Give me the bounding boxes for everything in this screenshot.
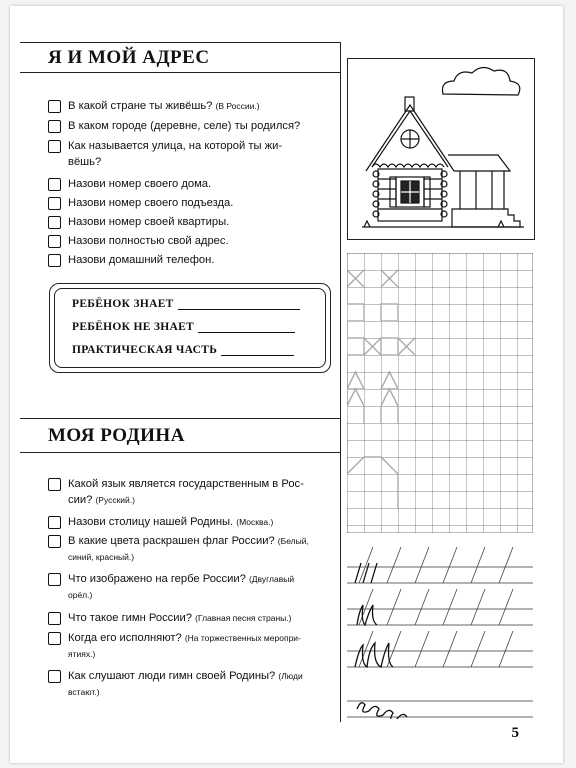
question-item [48, 214, 333, 230]
question-item [48, 195, 333, 211]
answer-hint: (Двуглавый [248, 574, 295, 584]
question-text: В каком городе (деревне, селе) ты родился? [68, 120, 301, 132]
question-text: Назови домашний телефон. [68, 254, 215, 266]
question-item [48, 668, 333, 700]
not-knows-label: РЕБЁНОК НЕ ЗНАЕТ [72, 321, 195, 333]
page-number: 5 [511, 725, 519, 741]
house-illustration-frame [347, 58, 535, 240]
knows-line [72, 298, 300, 310]
drawing-grid[interactable] [347, 253, 533, 533]
house-illustration [348, 59, 534, 239]
question-text: В какой стране ты живёшь? [68, 100, 213, 112]
question-text: Что такое гимн России? [68, 612, 192, 624]
checkbox[interactable] [48, 254, 61, 267]
handwriting-practice[interactable] [347, 541, 533, 719]
question-item [48, 610, 333, 626]
question-text: Назови номер своего дома. [68, 178, 212, 190]
answer-hint: (На торжественных меропри- [184, 633, 301, 643]
section2-title: МОЯ РОДИНА [48, 425, 185, 446]
question-item [48, 514, 333, 530]
question-text: Как слушают люди гимн своей Родины? [68, 670, 276, 682]
question-item [48, 138, 333, 170]
column-divider [340, 42, 341, 722]
question-text: В какие цвета раскрашен флаг России? [68, 535, 275, 547]
question-item [48, 233, 333, 249]
answer-hint: (Москва.) [236, 517, 274, 527]
question-text: Назови полностью свой адрес. [68, 235, 229, 247]
answer-hint: (Главная песня страны.) [195, 613, 292, 623]
answer-hint-cont: ятиях.) [68, 649, 96, 659]
question-item [48, 476, 333, 508]
checkbox[interactable] [48, 120, 61, 133]
checkbox[interactable] [48, 178, 61, 191]
answer-hint: (Белый, [277, 536, 309, 546]
section1-top-rule [20, 42, 340, 43]
checkbox[interactable] [48, 612, 61, 625]
answer-hint: (В России.) [215, 101, 260, 111]
answer-hint-cont: орёл.) [68, 590, 93, 600]
answer-hint-cont: встают.) [68, 687, 100, 697]
question-text: Назови номер своей квартиры. [68, 216, 230, 228]
checkbox[interactable] [48, 100, 61, 113]
knows-label: РЕБЁНОК ЗНАЕТ [72, 298, 174, 310]
checkbox[interactable] [48, 573, 61, 586]
practical-blank[interactable] [221, 345, 294, 356]
checkbox[interactable] [48, 140, 61, 153]
question-text: Как называется улица, на которой ты жи- [68, 140, 283, 152]
checkbox[interactable] [48, 535, 61, 548]
section2-top-rule [20, 418, 340, 419]
checkbox[interactable] [48, 516, 61, 529]
question-text: Назови номер своего подъезда. [68, 197, 234, 209]
section1-bottom-rule [20, 72, 340, 73]
workbook-page [10, 6, 563, 763]
answer-hint: (Люди [278, 671, 303, 681]
question-item [48, 571, 333, 603]
practical-label: ПРАКТИЧЕСКАЯ ЧАСТЬ [72, 344, 218, 356]
checkbox[interactable] [48, 216, 61, 229]
knows-blank[interactable] [178, 299, 300, 310]
section2-bottom-rule [20, 452, 340, 453]
question-item [48, 176, 333, 192]
question-item [48, 118, 333, 134]
question-text: Назови столицу нашей Родины. [68, 516, 234, 528]
not-knows-blank[interactable] [198, 322, 295, 333]
question-text: Когда его исполняют? [68, 632, 182, 644]
answer-hint: (Русский.) [95, 495, 135, 505]
question-text: Какой язык является государственным в Рос- [68, 478, 304, 490]
practical-line [72, 344, 294, 356]
checkbox[interactable] [48, 670, 61, 683]
answer-hint-cont: синий, красный.) [68, 552, 135, 562]
checkbox[interactable] [48, 632, 61, 645]
checkbox[interactable] [48, 197, 61, 210]
question-text-cont: сии? [68, 494, 93, 506]
question-text-cont: вёшь? [68, 156, 102, 168]
question-text: Что изображено на гербе России? [68, 573, 246, 585]
question-item [48, 533, 333, 565]
checkbox[interactable] [48, 478, 61, 491]
question-item [48, 98, 333, 114]
section1-title: Я И МОЙ АДРЕС [48, 47, 210, 68]
not-knows-line [72, 321, 295, 333]
question-item [48, 252, 333, 268]
question-item [48, 630, 333, 662]
assessment-box [49, 283, 331, 373]
checkbox[interactable] [48, 235, 61, 248]
